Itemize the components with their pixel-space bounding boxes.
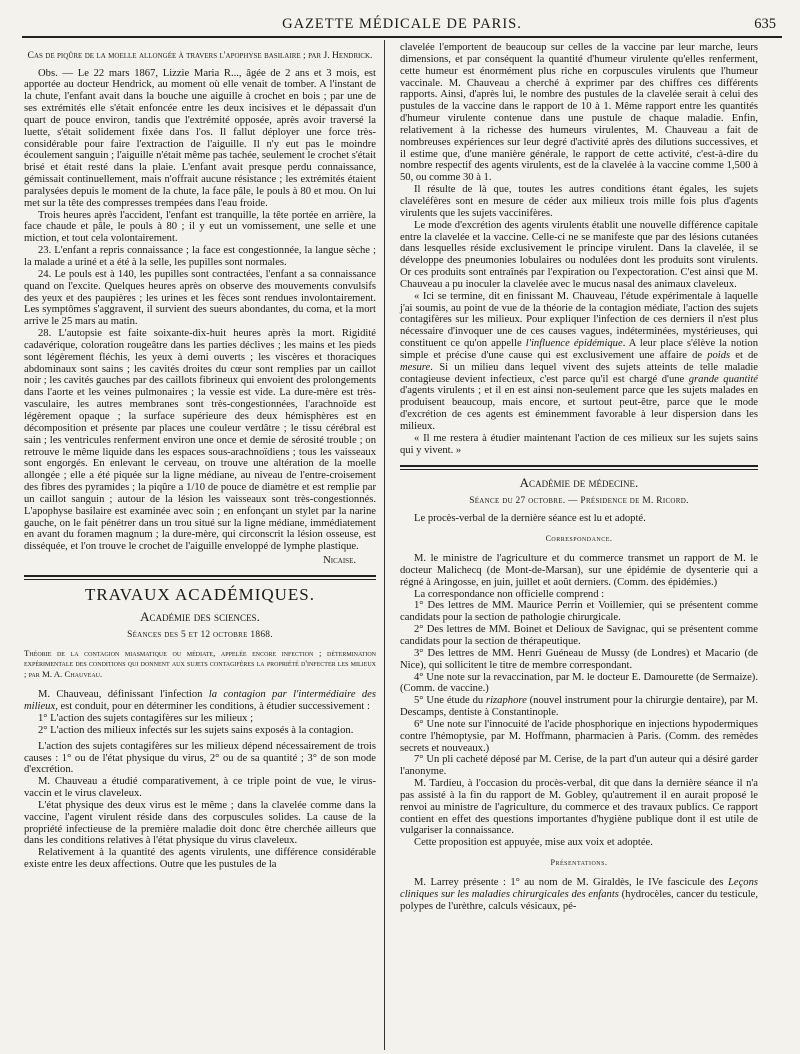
text-emphasis: mesure <box>400 361 431 373</box>
list-item <box>400 695 758 719</box>
text-run: (nouvel instrument pour la chirurgie dentaire), par M. Descamps, dentiste à Constantinople. <box>400 695 758 719</box>
academie-medecine-title: Académie de médecine. <box>519 474 639 490</box>
list-item: 6° Une note sur l'innocuité de l'acide phosphorique en injections hypodermiques contre l'hémoptysie, par M. Hoffmann, pharmacien à Paris. (Comm. des remèdes secrets et nouveaux.) <box>400 718 758 754</box>
text-emphasis: rizaphore <box>485 695 527 707</box>
theorie-heading: Théorie de la contagion miasmatique ou médiate, appelée encore infection ; détermination expérimentale des conditions qui donnent aux sujets contagifères la propriété d'infecter les milieux ; par M. A. Chauveau. <box>24 647 377 679</box>
text-run: « Ici se termine, dit en finissant M. Chauveau, l'étude expérimentale à laquelle j'ai soumis, au point de vue de la théorie de la contagion médiate, l'action des sujets contagifères sur les milieux. Pour expliquer l'infection de ces derniers il n'est plus nécessaire d'invoquer une de ces causes vagues, indéterminées, mystérieuses, qui constituent ce qu'on appelle <box>400 290 758 350</box>
text-emphasis: Leçons cliniques sur les maladies chirurgicales des enfants <box>400 877 758 900</box>
paragraph: Le procès-verbal de la dernière séance est lu et adopté. <box>414 513 646 525</box>
case-title: Cas de piqûre de la moelle allongée à travers l'apophyse basilaire ; par J. Hendrick. <box>27 50 373 61</box>
left-column <box>24 42 376 871</box>
text-run: , est conduit, pour en déterminer les conditions, à étudier successivement : <box>55 701 370 713</box>
page-number: 635 <box>754 16 776 32</box>
paragraph: L'action des sujets contagifères sur les milieux dépend nécessairement de trois causes : 1° ou de l'état physique du virus, 2° ou de sa quantité ; 3° de son mode d'excrétion. <box>24 740 376 776</box>
list-item: 4° Une note sur la revaccination, par M. le docteur E. Damourette (de Sermaize). (Comm. de vaccine.) <box>400 671 758 695</box>
text-emphasis: poids <box>707 349 731 361</box>
presentations-heading: Présentations. <box>550 858 608 868</box>
paragraph: M. Tardieu, à l'occasion du procès-verbal, dit que dans la dernière séance il n'a pas assisté à la fin du rapport de M. Gobley, qu'autrement il en aurait proposé le renvoi au ministre de l'agriculture, du commerce et des travaux publics. Ce rapport contient en effet des questions importantes d'hygiène publique dont il est utile de vulgariser la connaissance. <box>400 778 758 837</box>
travaux-title: TRAVAUX ACADÉMIQUES. <box>84 584 315 604</box>
list-item: 2° L'action des milieux infectés sur les sujets sains exposés à la contagion. <box>38 724 354 736</box>
section-rule <box>24 575 376 577</box>
text-run: . A leur place s'élève la notion simple et précise d'une cause qui est exclusivement une affaire de <box>400 338 759 361</box>
list-item: 3° Des lettres de MM. Henri Guéneau de Mussy (de Londres) et Macario (de Nice), qui sollicitent le titre de membre correspondant. <box>400 647 758 671</box>
paragraph: Obs. — Le 22 mars 1867, Lizzie Maria R..., âgée de 2 ans et 3 mois, est apportée au docteur Hendrick, au moment où elle venait de tomber. A l'instant de la chute, l'enfant avait dans la bouche une aiguille à crochet en bois ; par une de ses extrémités elle s'était enfoncée entre les deux incisives et le dépassait d'un quart de pouce environ, tandis que l'extrémité opposée, après avoir traversé la luette, s'était solidement fixée dans l'os. Il fallut déployer une force très-considérable pour faire l'extraction de l'aiguille. Il n'y eut pas le moindre écoulement sanguin ; l'aiguille n'était même pas tachée, seulement le crochet s'était brisé et était resté dans la plaie. L'enfant avait presque perdu connaissance, gémissait continuellement, mais n'offrait aucune résistance ; les extrémités étaient paralysées depuis le moment de la chute, la face pâle, le pouls à 80 et mou. On lui met sur la tête des compresses trempées dans l'eau froide. <box>24 67 376 209</box>
list-item: 1° Des lettres de MM. Maurice Perrin et Voillemier, qui se présentent comme candidats pour la section de pathologie chirurgicale. <box>400 600 758 624</box>
column-divider <box>384 40 385 1050</box>
list-item: 7° Un pli cacheté déposé par M. Cerise, de la part d'un auteur qui a désiré garder l'anonyme. <box>400 754 758 778</box>
signature: Nicaise. <box>323 555 356 567</box>
quote-paragraph: « Il me restera à étudier maintenant l'action de ces milieux sur les sujets sains qui y vivent. » <box>400 432 758 456</box>
text-emphasis: l'influence épidémique <box>525 338 623 350</box>
paragraph: clavelée l'emportent de beaucoup sur celles de la vaccine par leur marche, leurs dimensions, et par conséquent la quantité d'humeur virulente qu'elles renferment, cette humeur est énormément plus riche en corpuscules virulents que l'humeur vaccinale. M. Chauveau a cherché à exprimer par des chiffres ces différents rapports. Ainsi, d'après lui, le nombre des pustules de la clavelée serait à celui des pustules de la vaccine dans le rapport de 10 à 1. Même rapport entre les quantités d'humeur virulente contenue dans une pustule de chaque maladie. Enfin, relativement à la richesse des humeurs virulentes, M. Chauveau a fait de nombreuses expériences sur leur degré d'activité après des dilutions successives, et il estime que, d'une manière générale, le rapport de cette activité, c'est-à-dire du nombre respectif des agents virulents, est de la clavelée à la vaccine comme 1,500 à 50, ou comme 30 à 1. <box>400 42 758 184</box>
paragraph: La correspondance non officielle comprend : <box>414 588 605 600</box>
text-run: M. Larrey présente : 1° au nom de M. Giraldès, le IVe fascicule des <box>414 877 728 888</box>
text-emphasis: grande quantité <box>688 373 758 385</box>
academie-sciences-title: Académie des sciences. <box>140 608 260 624</box>
text-run: M. Chauveau, définissant l'infection <box>38 689 209 701</box>
right-column <box>400 42 758 913</box>
paragraph <box>24 689 376 713</box>
text-run: . Si un milieu dans lequel vivent des sujets atteints de telle maladie contagieuse devient infectieux, c'est parce qu'il est chargé d'une <box>400 361 758 385</box>
paragraph: Le mode d'excrétion des agents virulents établit une nouvelle différence capitale entre la clavelée et la vaccine. Celle-ci ne se manifeste que par des lésions cutanées dans lesquelles réside exclusivement le principe virulent. Dans la clavelée, il se développe des pneumonies lobulaires ou nodulées dont les produits sont virulents. Or ces produits sont entraînés par l'expiration ou l'expectoration. C'est ainsi que M. Chauveau a pu inoculer la clavelée avec le mucus nasal des animaux claveleux. <box>400 219 758 290</box>
paragraph: Relativement à la quantité des agents virulents, une différence considérable existe entre les deux affections. Outre que les pustules de la <box>24 847 376 871</box>
quote-paragraph <box>400 291 758 433</box>
paragraph <box>400 877 758 913</box>
page-header <box>22 14 782 38</box>
paragraph: 24. Le pouls est à 140, les pupilles sont contractées, l'enfant a sa connaissance quand on l'excite. Quelques heures après on observe des mouvements convulsifs des yeux et des paupières ; les urines et les fèces sont rendues involontairement. Les symptômes s'aggravent, il survient des sueurs abondantes, du coma, et la mort arrive le 25 mars au matin. <box>24 268 376 328</box>
seance-heading: Séance du 27 octobre. — Présidence de M. Ricord. <box>469 495 689 506</box>
text-emphasis: la contagion par l'intermédiaire des milieux <box>24 689 376 713</box>
correspondance-heading: Correspondance. <box>545 534 613 544</box>
text-run: 5° Une étude du <box>414 695 486 707</box>
header-rule <box>22 36 782 38</box>
text-run: (hydrocèles, cancer du testicule, polypes de l'urèthre, calculs vésicaux, pé- <box>400 888 758 912</box>
section-rule <box>400 465 758 467</box>
paragraph: Il résulte de là que, toutes les autres conditions étant égales, les sujets claveléfères sont en mesure de céder aux milieux trois mille fois plus d'agents virulents que les sujets vaccinifères. <box>400 184 758 219</box>
text-run: d'agents virulents ; et il en est ainsi non-seulement parce que les sujets malades en produisent beaucoup, mais encore, et surtout peut-être, parce que le mode d'excrétion de ces agents est éminemment favorable à leur dispersion dans les milieux. <box>400 385 758 432</box>
paragraph: Trois heures après l'accident, l'enfant est tranquille, la tête portée en arrière, la face chaude et pâle, le pouls à 80 ; il y eut un vomissement, une selle et une miction, et tout cela volontairement. <box>24 209 376 245</box>
list-item: 1° L'action des sujets contagifères sur les milieux ; <box>38 712 254 724</box>
list-item: 2° Des lettres de MM. Boinet et Delioux de Savignac, qui se présentent comme candidats pour la section de thérapeutique. <box>400 624 758 647</box>
text-run: et de <box>730 349 758 361</box>
paragraph: 28. L'autopsie est faite soixante-dix-huit heures après la mort. Rigidité cadavérique, coloration rougeâtre dans les parties déclives ; les mains et les pieds sont légèrement fléchis, les yeux à demi ouverts ; les viscères et thoraciques abdominaux sont sains ; les cavités droites du cœur sont remplies par un caillot noir ; les cavités gauches par des caillots fibrineux qui envoient des prolongements dans l'aorte et les veines pulmonaires ; la vessie est vide. La dure-mère est très-vasculaire, les autres membranes sont très-congestionnées, l'arachnoïde est légèrement opaque ; la surface supérieure des deux hémisphères est en décomposition et présente par places une couleur verdâtre ; le tissu cérébral est sain ; les ventricules renferment environ une once et demie de sérosité trouble ; on retrouve le même liquide dans les espaces sous-arachnoïdiens ; tous les vaisseaux sont engorgés. En enlevant le cerveau, on trouve une altération de la moelle allongée ; elle a été piquée sur la ligne médiane, au niveau de l'entre-croisement des fibres des pyramides ; la piqûre a 1/10 de pouce de diamètre et est remplie par un caillot sanguin ; autour de la lésion les vaisseaux sont très-congestionnés. L'apophyse basilaire est examinée avec soin ; en enfonçant un stylet par la narine gauche, on le fait pénétrer dans un trou situé sur la ligne médiane, immédiatement en avant du foramen magnum ; la dure-mère, qui circonscrit la lésion osseuse, est disséquée, et l'on trouve le crochet de l'aiguille enveloppé de lymphe plastique. <box>24 328 376 553</box>
seances-heading: Séances des 5 et 12 octobre 1868. <box>127 629 273 640</box>
paragraph: M. le ministre de l'agriculture et du commerce transmet un rapport de M. le docteur Malichecq (de Mont-de-Marsan), sur une épidémie de dysenterie qui a régné à Aringosse, en juin, juillet et août derniers. (Comm. des épidémies.) <box>400 553 758 588</box>
paragraph: 23. L'enfant a repris connaissance ; la face est congestionnée, la langue sèche ; la malade a uriné et a été à la selle, les pupilles sont normales. <box>24 245 376 268</box>
section-rule-thin <box>400 469 758 470</box>
section-rule-thin <box>24 579 376 580</box>
paragraph: L'état physique des deux virus est le même ; dans la clavelée comme dans la vaccine, l'agent virulent réside dans des corpuscules solides. La cause de la propriété infectieuse de la première maladie doit donc être cherchée ailleurs que dans les conditions relatives à l'état physique du virus claveleux. <box>24 799 376 847</box>
paragraph: M. Chauveau a étudié comparativement, à ce triple point de vue, le virus-vaccin et le virus claveleux. <box>24 776 376 800</box>
journal-title: GAZETTE MÉDICALE DE PARIS. <box>282 16 522 32</box>
paragraph: Cette proposition est appuyée, mise aux voix et adoptée. <box>414 837 653 849</box>
